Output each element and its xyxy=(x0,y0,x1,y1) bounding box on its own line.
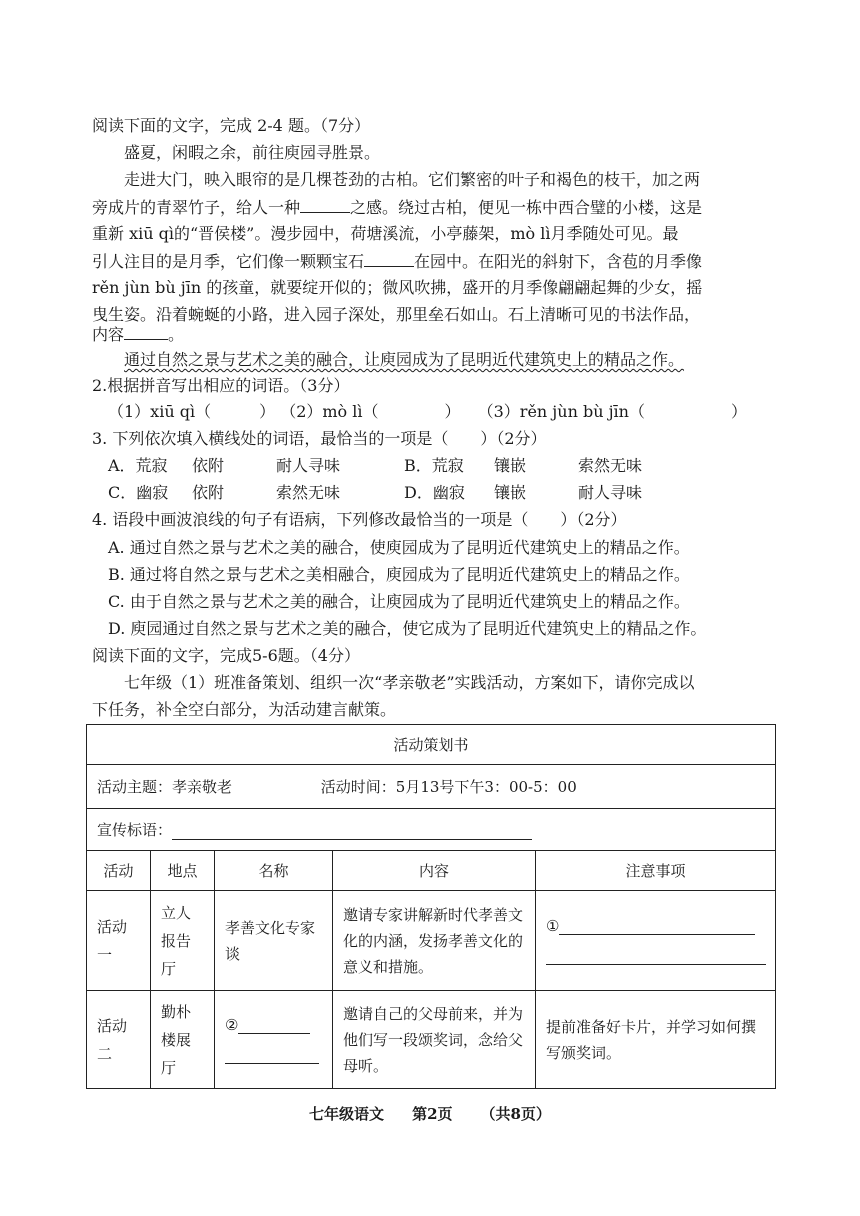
row2-place: 勤朴楼展厅 xyxy=(151,991,215,1089)
passage-text: 。 xyxy=(168,325,185,344)
slogan-label: 宣传标语： xyxy=(97,821,173,839)
q3-word: 镶嵌 xyxy=(494,456,527,475)
activity-time: 活动时间：5月13号下午3：00-5：00 xyxy=(320,778,577,796)
header-place: 地点 xyxy=(151,851,215,891)
question-4-stem: 4. 语段中画波浪线的句子有语病，下列修改最恰当的一项是（ ）（2分） xyxy=(92,510,627,529)
passage-line-2: 走进大门，映入眼帘的是几棵苍劲的古柏。它们繁密的叶子和褐色的枝干，加之两 xyxy=(124,170,701,189)
row1-content: 邀请专家讲解新时代孝善文化的内涵，发扬孝善文化的意义和措施。 xyxy=(333,891,536,991)
q3-word: 耐人寻味 xyxy=(578,483,643,502)
name-marker-2: ② xyxy=(225,1015,239,1034)
footer-total-pages: （共8页） xyxy=(480,1105,551,1123)
answer-blank-1[interactable] xyxy=(300,197,350,213)
note-marker-1: ① xyxy=(546,916,560,935)
q2-paren: ） xyxy=(259,402,276,421)
q2-paren: ） xyxy=(444,402,461,421)
q3-word: 依附 xyxy=(192,483,225,502)
q4-option-a[interactable]: A. 通过自然之景与艺术之美的融合，使庾园成为了昆明近代建筑史上的精品之作。 xyxy=(108,538,690,557)
footer-subject: 七年级语文 xyxy=(309,1105,385,1123)
section-heading-2: 阅读下面的文字，完成5-6题。（4分） xyxy=(92,646,360,665)
q2-item-1: （1）xiū qì（ xyxy=(108,402,212,421)
q3-option[interactable]: A．荒寂 xyxy=(108,456,168,475)
answer-blank-2[interactable] xyxy=(364,251,414,267)
q4-option-d[interactable]: D. 庾园通过自然之景与艺术之美的融合，使它成为了昆明近代建筑史上的精品之作。 xyxy=(108,619,707,638)
passage-text: 引人注目的是月季，它们像一颗颗宝石 xyxy=(92,252,365,271)
row1-notes xyxy=(536,891,776,991)
passage-wavy-sentence xyxy=(124,350,684,370)
question-2-items xyxy=(108,402,747,422)
passage-line-7: 曳生姿。沿着蜿蜒的小路，进入园子深处，那里垒石如山。石上清晰可见的书法作品， xyxy=(92,305,701,324)
passage-text: 内容 xyxy=(92,325,125,344)
name-blank-2b[interactable] xyxy=(225,1049,319,1064)
activity-theme: 活动主题：孝亲敬老 xyxy=(97,778,233,796)
slogan-row xyxy=(87,809,776,851)
passage-text: 旁成片的青翠竹子，给人一种 xyxy=(92,198,301,217)
name-blank-2a[interactable] xyxy=(238,1019,310,1034)
q3-word: 依附 xyxy=(192,456,225,475)
slogan-blank[interactable] xyxy=(172,823,532,840)
footer-page-number: 第2页 xyxy=(412,1105,453,1123)
page-footer xyxy=(0,1103,860,1124)
passage-line-3 xyxy=(92,197,702,218)
q3-word: 索然无味 xyxy=(578,456,643,475)
q3-word: 镶嵌 xyxy=(494,483,527,502)
table-title: 活动策划书 xyxy=(87,725,776,765)
activity-plan-table xyxy=(86,724,776,1089)
question-2-stem: 2.根据拼音写出相应的词语。（3分） xyxy=(92,376,350,395)
passage-line-5 xyxy=(92,251,702,272)
header-activity: 活动 xyxy=(87,851,151,891)
passage-line-8 xyxy=(92,324,184,345)
header-name: 名称 xyxy=(215,851,333,891)
row1-activity: 活动一 xyxy=(87,891,151,991)
passage-text: 之感。绕过古柏，便见一栋中西合璧的小楼，这是 xyxy=(350,198,703,217)
passage-line-6: rěn jùn bù jīn 的孩童，就要绽开似的；微风吹拂，盛开的月季像翩翩起舞的少女，摇 xyxy=(92,278,703,297)
header-content: 内容 xyxy=(333,851,536,891)
q2-paren: ） xyxy=(730,402,747,421)
note-blank-1b[interactable] xyxy=(546,950,766,965)
section-heading-1: 阅读下面的文字，完成 2-4 题。（7分） xyxy=(92,116,371,135)
question-3-stem: 3. 下列依次填入横线处的词语，最恰当的一项是（ ）（2分） xyxy=(92,429,547,448)
section-2-intro-2: 下任务，补全空白部分，为活动建言献策。 xyxy=(92,700,397,719)
q3-option[interactable]: C．幽寂 xyxy=(108,483,169,502)
passage-text: 在园中。在阳光的斜射下，含苞的月季像 xyxy=(414,252,703,271)
q3-option[interactable]: B．荒寂 xyxy=(404,456,464,475)
row2-notes: 提前准备好卡片，并学习如何撰写颁奖词。 xyxy=(536,991,776,1089)
row2-name xyxy=(215,991,333,1089)
q3-word: 索然无味 xyxy=(276,483,341,502)
header-notes: 注意事项 xyxy=(536,851,776,891)
question-3-options-row-2 xyxy=(108,483,668,503)
passage-line-1: 盛夏，闲暇之余，前往庾园寻胜景。 xyxy=(124,143,381,162)
q4-option-c[interactable]: C. 由于自然之景与艺术之美的融合，让庾园成为了昆明近代建筑史上的精品之作。 xyxy=(108,592,690,611)
passage-line-4: 重新 xiū qì的“晋侯楼”。漫步园中，荷塘溪流，小亭藤架，mò lì月季随处可见。最 xyxy=(92,224,679,243)
q4-option-b[interactable]: B. 通过将自然之景与艺术之美相融合，庾园成为了昆明近代建筑史上的精品之作。 xyxy=(108,565,690,584)
q3-option[interactable]: D．幽寂 xyxy=(404,483,465,502)
row2-activity: 活动二 xyxy=(87,991,151,1089)
row1-name: 孝善文化专家谈 xyxy=(215,891,333,991)
theme-time-row xyxy=(87,765,776,809)
q2-item-3: （3）rěn jùn bù jīn（ xyxy=(477,402,645,421)
section-2-intro-1: 七年级（1）班准备策划、组织一次“孝亲敬老”实践活动，方案如下，请你完成以 xyxy=(124,673,695,692)
wavy-underlined-sentence: 通过自然之景与艺术之美的融合，让庾园成为了昆明近代建筑史上的精品之作。 xyxy=(124,350,685,369)
q3-word: 耐人寻味 xyxy=(276,456,341,475)
q2-item-2: （2）mò lì（ xyxy=(280,402,379,421)
answer-blank-3[interactable] xyxy=(124,324,168,340)
question-3-options-row-1 xyxy=(108,456,668,476)
row2-content: 邀请自己的父母前来，并为他们写一段颂奖词，念给父母听。 xyxy=(333,991,536,1089)
note-blank-1a[interactable] xyxy=(559,920,755,935)
row1-place: 立人报告厅 xyxy=(151,891,215,991)
